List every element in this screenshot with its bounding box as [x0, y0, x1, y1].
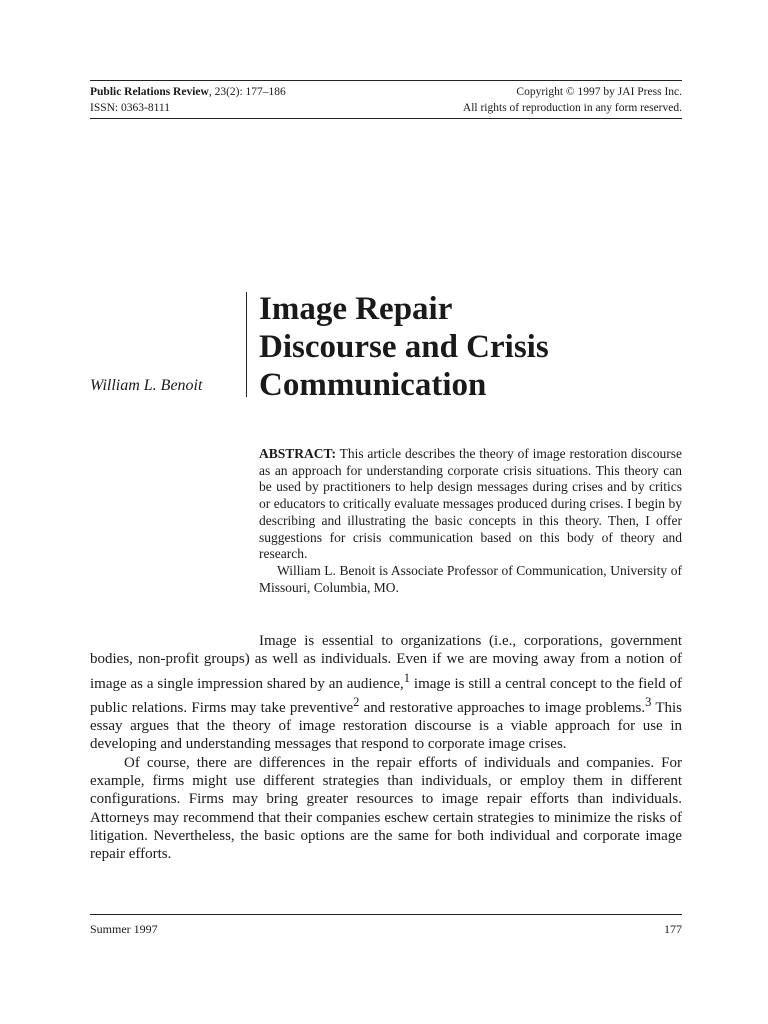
abstract-label: ABSTRACT:	[259, 446, 337, 461]
body-text-run: and restorative approaches to image problems.	[359, 699, 646, 716]
top-rule	[90, 80, 682, 81]
footnote-ref: 1	[403, 670, 411, 685]
title-line: Image Repair	[259, 291, 453, 327]
page-number: 177	[664, 922, 682, 936]
article-title	[259, 290, 549, 404]
body-text	[90, 632, 682, 864]
body-paragraph: Of course, there are differences in the repair efforts of individuals and companies. For example, firms might use different strategies than individuals, or employ them in different configurations. Firms may bring greater resources to image repair efforts than individuals. Attorneys may recommend that their companies eschew certain strategies to minimize the risks of litigation. Nevertheless, the basic options are the same for both individual and corporate image repair efforts.	[90, 754, 682, 863]
title-line: Discourse and Crisis	[259, 329, 549, 365]
body-text-run: image is still a central concept to the field of public relations. Firms may take preventive	[90, 675, 682, 716]
body-paragraph	[90, 632, 682, 754]
footer-rule	[90, 914, 682, 915]
footnote-ref: 3	[645, 694, 652, 709]
issn: ISSN: 0363-8111	[90, 102, 170, 114]
author-affiliation: William L. Benoit is Associate Professor of Communication, University of Missouri, Columbia, MO.	[259, 562, 682, 595]
journal-citation: , 23(2): 177–186	[208, 86, 286, 98]
abstract	[259, 446, 682, 596]
copyright-header	[463, 84, 682, 116]
body-text-run: This essay argues that the theory of image restoration discourse is a viable approach for use in developing and understanding messages that respond to corporate image crises.	[90, 699, 683, 753]
title-divider	[246, 292, 247, 397]
author-name: William L. Benoit	[90, 377, 203, 394]
abstract-text: This article describes the theory of image restoration discourse as an approach for understanding corporate crisis situations. This theory can be used by practitioners to help design messages during crises and by critics or educators to critically evaluate messages produced during crises. I begin by describing and illustrating the basic concepts in this theory. Then, I offer suggestions for crisis communication based on this body of theory and research.	[259, 446, 682, 562]
journal-name: Public Relations Review	[90, 86, 209, 98]
footnote-ref: 2	[353, 694, 360, 709]
copyright-line: Copyright © 1997 by JAI Press Inc.	[516, 86, 682, 98]
body-text-run: Image is essential to organizations (i.e., corporations, government bodies, non-profit groups) as well as individuals. Even if we are moving away from a notion of image as a single impression shared by an audience,	[90, 633, 682, 692]
journal-header	[90, 84, 286, 116]
header-bottom-rule	[90, 118, 682, 119]
title-line: Communication	[259, 367, 487, 403]
rights-line: All rights of reproduction in any form reserved.	[462, 102, 682, 114]
issue-date: Summer 1997	[90, 922, 158, 936]
